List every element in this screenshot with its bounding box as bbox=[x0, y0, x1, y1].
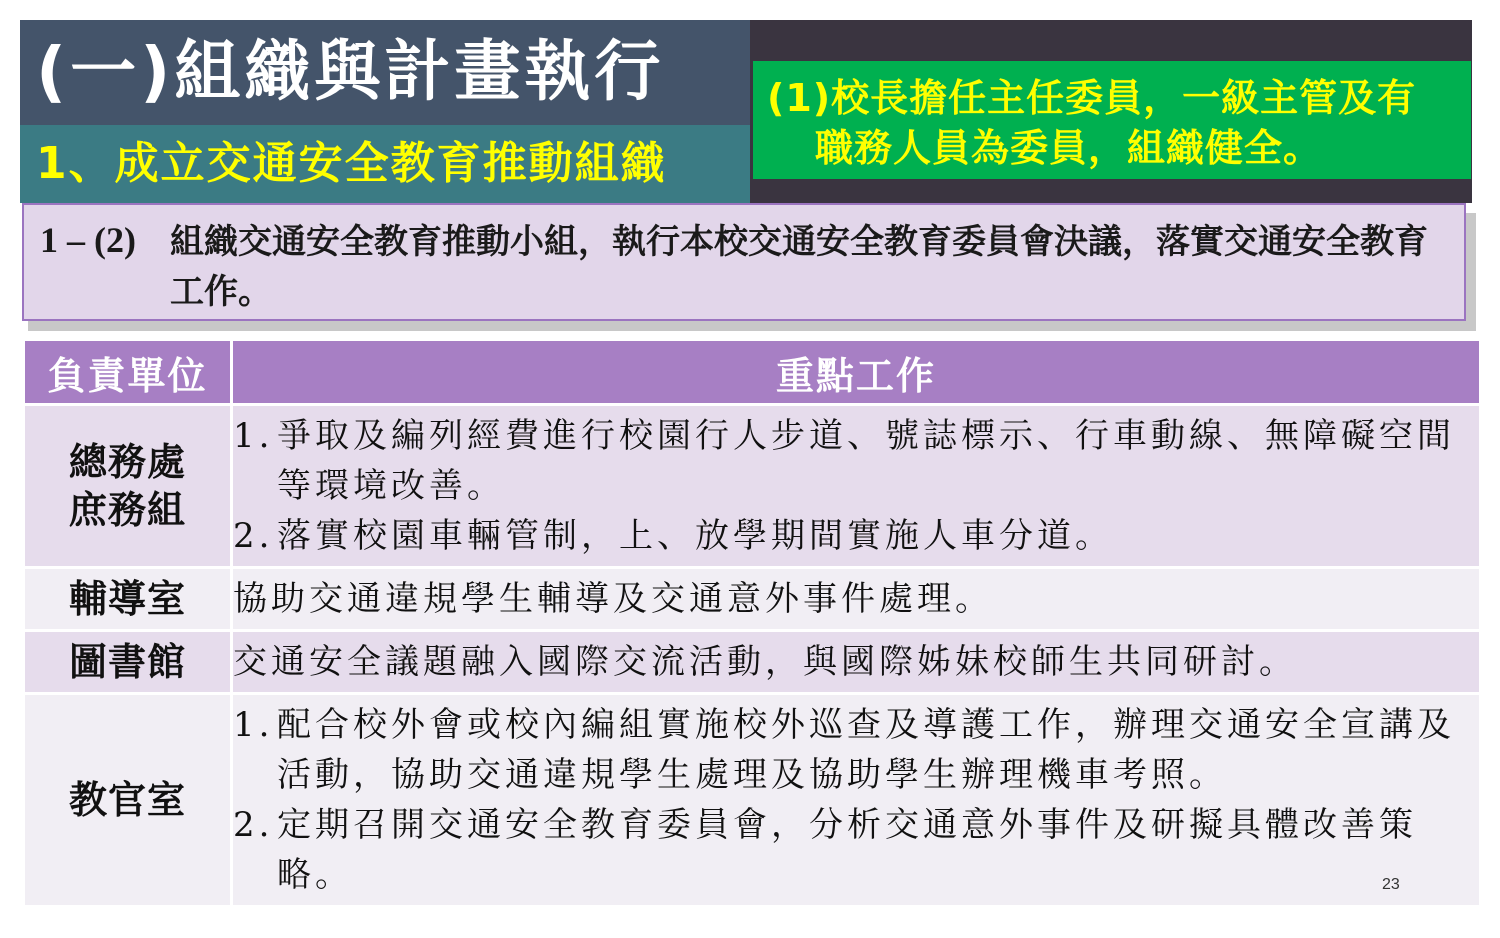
item-text: 落實校園車輛管制，上、放學期間實施人車分道。 bbox=[277, 516, 1113, 556]
work-item bbox=[233, 700, 1479, 800]
work-cell: 協助交通違規學生輔導及交通意外事件處理。 bbox=[232, 568, 1481, 631]
work-item bbox=[233, 511, 1479, 561]
page-title: (一)組織與計畫執行 bbox=[36, 33, 665, 110]
work-cell bbox=[232, 694, 1481, 907]
item-number: 1. bbox=[233, 416, 274, 456]
title-bar bbox=[20, 20, 750, 125]
table-row bbox=[24, 405, 1481, 568]
page-number: 23 bbox=[1382, 876, 1400, 893]
subtitle-bar bbox=[20, 125, 750, 203]
item-text: 爭取及編列經費進行校園行人步道、號誌標示、行車動線、無障礙空間等環境改善。 bbox=[277, 416, 1455, 506]
item-number: 2. bbox=[233, 805, 274, 845]
work-cell: 交通安全議題融入國際交流活動，與國際姊妹校師生共同研討。 bbox=[232, 631, 1481, 694]
table-row bbox=[24, 694, 1481, 907]
work-cell bbox=[232, 405, 1481, 568]
note-box bbox=[22, 203, 1466, 321]
item-text: 定期召開交通安全教育委員會，分析交通意外事件及研擬具體改善策略。 bbox=[277, 805, 1417, 895]
responsibility-table bbox=[22, 338, 1482, 908]
unit-cell bbox=[24, 405, 232, 568]
header-work: 重點工作 bbox=[232, 340, 1481, 405]
header-unit: 負責單位 bbox=[24, 340, 232, 405]
work-item bbox=[233, 411, 1479, 511]
note-text: 組織交通安全教育推動小組，執行本校交通安全教育委員會決議，落實交通安全教育工作。 bbox=[170, 222, 1428, 312]
item-number: 1. bbox=[233, 705, 274, 745]
unit-cell: 輔導室 bbox=[24, 568, 232, 631]
note-prefix: 1 – (2) bbox=[40, 220, 136, 260]
page-subtitle: 1、成立交通安全教育推動組織 bbox=[36, 138, 667, 189]
unit-line: 總務處 bbox=[68, 440, 186, 484]
table-row bbox=[24, 568, 1481, 631]
table-row bbox=[24, 631, 1481, 694]
unit-line: 庶務組 bbox=[68, 488, 186, 532]
unit-cell: 圖書館 bbox=[24, 631, 232, 694]
highlight-line-2: 職務人員為委員，組織健全。 bbox=[815, 126, 1323, 170]
unit-cell: 教官室 bbox=[24, 694, 232, 907]
item-number: 2. bbox=[233, 516, 274, 556]
highlight-line-1: (1)校長擔任主任委員，一級主管及有 bbox=[767, 76, 1417, 120]
highlight-box bbox=[753, 61, 1471, 179]
item-text: 配合校外會或校內編組實施校外巡查及導護工作，辦理交通安全宣講及活動，協助交通違規學生處理及協助學生辦理機車考照。 bbox=[277, 705, 1455, 795]
table-header-row bbox=[24, 340, 1481, 405]
work-item bbox=[233, 800, 1479, 900]
